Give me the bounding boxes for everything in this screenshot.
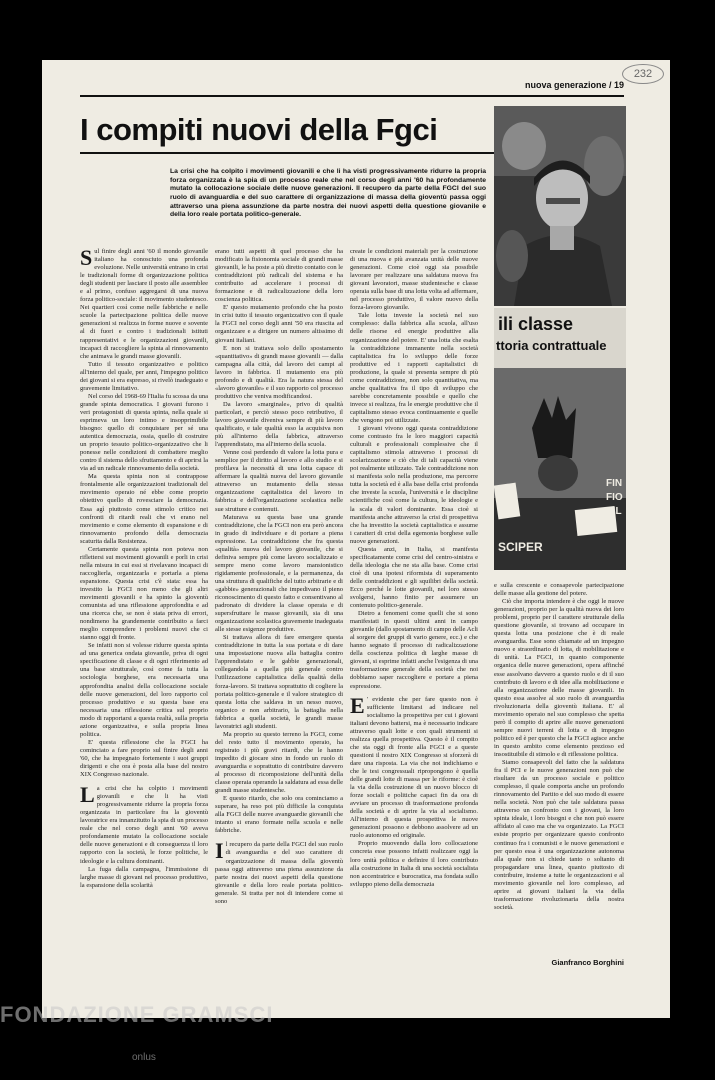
sign-fragment: FIO — [606, 492, 623, 503]
handwritten-page-number: 232 — [622, 64, 664, 84]
newspaper-page — [42, 60, 670, 1018]
photo-demonstration — [494, 308, 626, 570]
text-column-1 — [80, 248, 208, 958]
paragraph: erano tutti aspetti di quel processo che ha modificato la fisionomia sociale di grandi masse giovanili, le ha poste a più diretto contatto con le contraddizioni più radicali del sistema e ha contribuito ad accelerare i processi di formazione e di radicalizzazione della loro coscienza politica. — [215, 248, 343, 304]
photo-young-man-image — [494, 106, 626, 306]
paragraph: Ciò che importa intendere è che oggi le nuove generazioni, proprio per la qualità nuova dei loro problemi, proprio per il carattere strutturale della questione giovanile, si trovano ad occupare in questa lotta una posizione che è di reale avanguardia. Esse sono chiamate ad un impegno nuovo e straordinario di lotta, di mobilitazione e di unità. La FGCI, in quanto componente organica delle nuove generazioni, opera affinché esse assolvano davvero a questo ruolo e di il suo contributo di lavoro e di idee alla mobilitazione e alla organizzazione delle masse giovanili. In questo essa assolve al suo ruolo di avanguardia rivoluzionaria della gioventù italiana. E' al movimento operaio nel suo complesso che spetta però il compito di aprire alle nuove generazioni sempre nuovi terreni di lotta e di impegno politico ed è per questo che la FGCI agisce anche in questo ambito come elemento prezioso ed insostituibile di stimolo e di riflessione politica. — [494, 598, 624, 758]
paragraph: E ' evidente che per fare questo non è sufficiente limitarsi ad indicare nel socialismo la prospettiva per cui i giovani italiani devono battersi, ma è necessario indicare attraverso quali lotte e con quali strumenti si realizza quella prospettiva. Questo è il compito che sta oggi di fronte alla FGCI e a queste questioni il nostro XIX Congresso si sforzerà di dare una risposta. La via che noi indichiamo e che le tesi congressuali ripropongono è quella delle grandi lotte di massa per le riforme: è cioè la via della costruzione di un nuovo blocco di forze sociali e politiche capaci fin da ora di avviare un processo di trasformazione profonda della società e di aprire la via al socialismo. All'interno di questa prospettiva le nuove generazioni possono e debbono assolvere ad un ruolo autonomo ed originale. — [350, 692, 478, 840]
paragraph: E' questa riflessione che la FGCI ha cominciato a fare proprio sul finire degli anni '60, che ha impegnato fortemente i suoi gruppi dirigenti e che ora è posta alla base del nostro XIX Congresso nazionale. — [80, 738, 208, 779]
paragraph: Venne così perdendo di valore la lotta pura e semplice per il diritto al lavoro e allo studio e si profilava la necessità di una lotta capace di affermare la qualità nuova del lavoro giovanile attraverso un mutamento della stessa organizzazione capitalistica del lavoro in fabbrica e dell'organizzazione scolastica nelle sue strutture e contenuti. — [215, 449, 343, 513]
protest-banner-line-1: ili classe — [498, 314, 574, 334]
paragraph: Ma proprio su questo terreno la FGCI, come del resto tutto il movimento operaio, ha registrato i più gravi ritardi, che le hanno impedito di giocare sino in fondo un ruolo di avanguardia e soprattutto di contribuire davvero al processo di ricomposizione dell'unità della classe operaia operando la saldatura ad essa delle grandi masse studentesche. — [215, 730, 343, 795]
paragraph: Sul finire degli anni '60 il mondo giovanile italiano ha conosciuto una profonda evoluzione. Nelle università entrano in crisi le tradizionali forme di organizzazione politica degli studenti per lasciare il posto alle assemblee e al primo, confuso aggregarsi di una nuova forza politico-sociale: il movimento studentesco. Nei quartieri così come nelle fabbriche e nelle scuole la partecipazione politica delle nuove generazioni si realizza in forme nuove e sovente al di fuori e contro i tradizionali istituti rappresentativi e le organizzazioni giovanili, incapaci di raccogliere la spinta al rinnovamento che animava le grandi masse giovanili. — [80, 248, 208, 360]
text-column-4 — [494, 582, 624, 974]
paragraph: E questo ritardo, che solo ora cominciamo a superare, ha reso poi più difficile la conquista alla FGCI delle nuove avanguardie giovanili che intanto si erano formate nella scuola e nelle fabbriche. — [215, 795, 343, 835]
paragraph: Dietro a fenomeni come quelli che si sono manifestati in questi ultimi anni in campo giovanile (dallo spostamento di campo delle Acli al sorgere dei gruppi di vario genere, ecc.) e che hanno segnato il processo di radicalizzazione della coscienza politica di larghe masse di giovani, si esprime infatti anche l'esigenza di una trasformazione generale della società che noi dobbiamo saper raccogliere e portare a piena espressione. — [350, 610, 478, 690]
sign-fragment: VIL — [606, 506, 622, 517]
protest-banner-line-2: ttoria contrattuale — [496, 338, 607, 353]
paragraph: Maturava su questa base una grande contraddizione, che la FGCI non era però ancora in grado di individuare e di portare a piena espressione. La contraddizione che fra questa «qualità» nuova del lavoro giovanile, che si definiva sempre più come lavoro socializzato e sempre meno come lavoro mansionistico rigidamente professionale, e la permanenza, da una struttura di qualifiche del tutto arbitrarie e di «gabbie» generazionali che impedivano il pieno riconoscimento di questo fatto e consentivano al padronato di dividere la classe operaia e di supersfruttare le masse giovanili, sia di una organizzazione scolastica gravemente inadeguata alle stesse esigenze produttive. — [215, 513, 343, 634]
foundation-watermark-sub: onlus — [132, 1052, 156, 1063]
paragraph: E' questo mutamento profondo che ha posto in crisi tutto il tessuto organizzativo con il quale la FGCI nel corso degli anni '50 era riuscita ad organizzare e a dirigere un numero altissimo di giovani italiani. — [215, 304, 343, 344]
text-column-2 — [215, 248, 343, 958]
paragraph: Ma questa spinta non si contrappose frontalmente alle organizzazioni tradizionali del movimento operaio né ebbe come proprio obiettivo quello di rovesciare la democrazia. Essa agì piuttosto come stimolo critico nei confronti di ritardi reali che vi erano nel movimento e come elemento di espansione e di rinnovamento profondo della democrazia scaturita dalla Resistenza. — [80, 473, 208, 545]
text-column-3 — [350, 248, 478, 958]
paragraph: Tale lotta investe la società nel suo complesso: dalla fabbrica alla scuola, all'uso delle risorse ed energie produttive alla organizzazione del potere. E' una lotta che esalta la contraddizione immanente nella società capitalistica fra lo sviluppo delle forze produttive ed i rapporti capitalistici di produzione, la quale si presenta sempre di più come contraddizione, non solo quantitativa, ma anche qualitativa fra il tipo di sviluppo che sarebbe concretamente possibile e quello che invece si realizza, fra le energie produttive che il capitalismo stesso evoca continuamente e quelle che vengono poi utilizzate. — [350, 312, 478, 424]
article-lead: La crisi che ha colpito i movimenti giovanili e che li ha visti progressivamente ridurre la propria forza organizzata è la spia di un processo reale che nel corso degli anni '60 ha profondamente mutato la collocazione sociale delle nuove generazioni. Il recupero da parte della FGCI del suo ruolo di avanguardia e del suo carattere di organizzazione di massa della gioventù passa oggi attraverso una piena assunzione da parte nostra dei nuovi aspetti della questione giovanile e della loro reale portata politico-generale. — [170, 168, 486, 219]
sign-fragment: FIN — [606, 478, 623, 489]
author-signature: Gianfranco Borghini — [551, 958, 624, 967]
running-head: nuova generazione / 19 — [524, 80, 624, 90]
paragraph: create le condizioni materiali per la costruzione di una nuova e più avanzata unità delle nuove generazioni. Come cioè oggi sia possibile lavorare per realizzare una saldatura nuova fra giovani lavoratori, masse studentesche e classe operaia sulla base di una lotta volta ad affermare, nel processo produttivo, il valore nuovo della forza-lavoro giovanile. — [350, 248, 478, 312]
title-rule — [80, 152, 508, 154]
paragraph: Si trattava allora di fare emergere questa contraddizione in tutta la sua portata e di dare una impostazione nuova alla battaglia contro l'apprendistato e le gabbie generazionali, collegandola a quella più generale contro l'utilizzazione capitalistica della qualità della forza-lavoro. Si trattava soprattutto di cogliere la portata politico-generale e il valore strategico di questa lotta che saldava in un nesso nuovo, organico e non arbitrario, la battaglia nella fabbrica a quella società, le grandi masse lavoratrici agli studenti. — [215, 634, 343, 730]
drop-cap: S — [80, 248, 93, 270]
paragraph: Nel corso del 1968-69 l'Italia fu scossa da una grande spinta democratica. I giovani furono i veri protagonisti di questa spinta, nella quale si esprimeva un loro intimo e insopprimibile bisogno: quello di conquistare per sé una autentica democrazia, ossia, quello di costruire un proprio tessuto politico-organizzativo che li ponesse nelle condizioni di combattere meglio contro il sistema dello sfruttamento e di aprirsi la via ad un radicale rinnovamento della società. — [80, 392, 208, 473]
paragraph: E non si trattava solo dello spostamento «quantitativo» di grandi masse giovanili — dalla campagna alla città, dal lavoro dei campi al lavoro in fabbrica. Il mutamento era più profondo e di qualità. Era la natura stessa del «lavoro giovanile» e il suo rapporto col processo produttivo che veniva modificandosi. — [215, 344, 343, 400]
photo-young-man — [494, 106, 626, 306]
paragraph: Se infatti non si volesse ridurre questa spinta ad una generica ondata giovanile, priva di ogni specificazione di classe e di ogni riferimento ad una base strutturale, così come fa tutta la sociologia borghese, era necessaria una approfondita analisi della collocazione sociale delle nuove generazioni, del loro rapporto col processo produttivo e su questa base era necessaria una riflessione critica sul proprio modo di rapportarsi a questa realtà, sulla propria azione organizzativa, e sulla propria linea politica. — [80, 642, 208, 738]
paragraph: Siamo consapevoli del fatto che la saldatura fra il PCI e le nuove generazioni non può che risultare da un processo sociale e politico complesso, il quale comporta anche un profondo rinnovamento del Partito e del suo modo di essere nella società. Non può che tale saldatura passa attraverso un confronto con i giovani, la loro spinta ideale, i loro bisogni e che non può essere affidato al caso ma che va organizzato. La FGCI esiste proprio per organizzare questo confronto continuo fra i comunisti e le nuove generazioni e per questo essa è una organizzazione autonoma alla quale non si chiede tanto o soltanto di propagandare una linea, quanto piuttosto di contribuire, insieme a tutte le organizzazioni e al movimento giovanile nel loro complesso, ad aprire ai giovani italiani la via della trasformazione rivoluzionaria della nostra società. — [494, 759, 624, 911]
drop-cap: E — [350, 692, 365, 718]
paragraph: Certamente questa spinta non poteva non riflettersi sui movimenti giovanili e porli in crisi nella misura in cui essi si rivelavano incapaci di raccoglierla, organizzarla e portarla a piena espansione. Questa crisi c'è stata: essa ha investito la FGCI non meno che gli altri movimenti giovanili e ha spinto la gioventù comunista ad una riflessione approfondita e ad una ricerca che, se non è stata priva di errori, nondimeno ha grandemente contribuito a farci meglio comprendere i problemi nuovi che ci stanno oggi di fronte. — [80, 545, 208, 642]
paragraph: Questa anzi, in Italia, si manifesta specificatamente come crisi del centro-sinistra e della ideologia che ne sta alla base. Come crisi cioè di una ipotesi riformista di superamento delle contraddizioni e gli squilibri della società. Ecco perché le lotte giovanili, nel loro stesso svolgersi, hanno finito per assumere un contenuto politico-generale. — [350, 545, 478, 610]
paragraph: Tutto il tessuto organizzativo e politico all'interno del quale, per anni, l'impegno politico dei giovani si era espresso, si rivelò inadeguato e gravemente limitativo. — [80, 360, 208, 392]
paragraph: La crisi che ha colpito i movimenti giovanili e che li ha visti progressivamente ridurre la propria forza organizzata in particolare fra la gioventù lavoratrice era innanzitutto la spia di un processo reale che nel corso degli anni '60 aveva profondamente mutato la collocazione sociale delle nuove generazioni e di conseguenza il loro rapporto con la società, le forze politiche, le ideologie e la cultura dominanti. — [80, 782, 208, 865]
paragraph: Da lavoro «marginale», privo di qualità particolari, e perciò stesso poco retributivo, il lavoro giovanile diveniva sempre di più lavoro qualificato, e tale qualità esso la acquisiva non più all'interno della fabbrica, attraverso l'apprendistato, ma all'interno della scuola. — [215, 400, 343, 449]
paragraph: I giovani vivono oggi questa contraddizione come contrasto fra le loro maggiori capacità culturali e professionali complessive che il capitalismo stimola attraverso i processi di scolarizzazione e ciò che di tali capacità viene poi realmente utilizzato. Tale contraddizione non si manifesta solo nella produzione, ma percorre tutta la società ed è alla base della crisi profonda che investe la scuola, l'università e le discipline scientifiche così come la cultura, le ideologie e la scala di valori dominante. Essa cioè si manifesta anche attraverso la crisi di prospettiva che ha investito la società capitalistica e assume i caratteri di crisi della egemonia borghese sulle nuove generazioni. — [350, 425, 478, 545]
foundation-watermark: FONDAZIONE GRAMSCI — [0, 1002, 274, 1027]
paragraph: La fuga dalla campagna, l'immissione di larghe masse di giovani nel processo produttivo, la espansione della scolarità — [80, 865, 208, 889]
article-title: I compiti nuovi della Fgci — [80, 112, 438, 147]
drop-cap: I — [215, 838, 224, 864]
paragraph: Proprio muovendo dalla loro collocazione concreta esse possono infatti realizzare oggi la loro unità politica e definire il loro contributo alla costruzione in Italia di una società socialista non accentratrice e burocratica, ma fondata sullo sviluppo pieno della democrazia — [350, 840, 478, 888]
paragraph: Il recupero da parte della FGCI del suo ruolo di avanguardia e del suo carattere di organizzazione di massa della gioventù passa oggi attraverso una piena assunzione da parte nostra dei nuovi aspetti della questione giovanile e della loro reale portata politico-generale. Si tratta per noi di intendere come si sono — [215, 838, 343, 905]
drop-cap: L — [80, 782, 95, 808]
paragraph: e sulla crescente e consapevole partecipazione delle masse alla gestione del potere. — [494, 582, 624, 598]
header-rule — [80, 95, 624, 97]
sign-fragment: SCIPER — [498, 540, 543, 554]
